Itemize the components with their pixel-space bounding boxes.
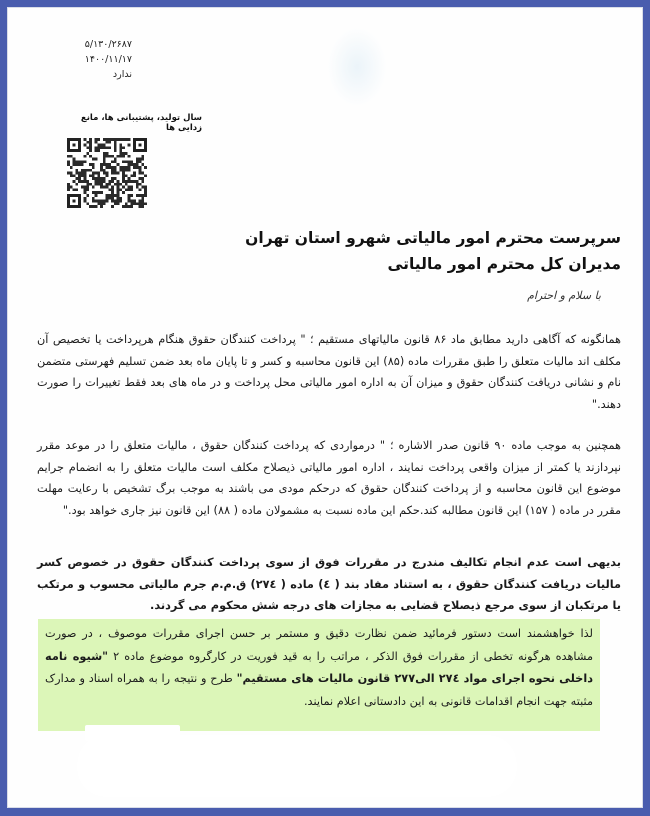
letter-attachment: ندارد [112,69,132,80]
letter-date: ۱۴۰۰/۱۱/۱۷ [84,54,132,65]
greeting: با سلام و احترام [527,289,601,302]
qr-code-icon [67,138,147,208]
bold-reference: "شیوه نامه داخلی نحوه اجرای مواد ۲۷٤ الی۲۷۷ قانون مالیات های مستقیم" [45,649,593,685]
recipients-heading [245,225,621,277]
recipient-line-1: سرپرست محترم امور مالیاتی شهرو استان تهران [245,229,621,247]
paragraph-3: بدیهی است عدم انجام تکالیف مندرج در مقررات فوق از سوی پرداخت کنندگان حقوق در خصوص کسر مالیات دریافت کنندگان حقوق ، به استناد مفاد بند ( ٤) ماده ( ۲۷٤) ق.م.م جرم مالیاتی محسوب و مرتکب یا مرتکبان از سوی مرجع ذیصلاح قضایی به مجازات های درجه شش محکوم می گردند. [37,556,621,612]
faded-stamp [327,27,387,107]
recipient-line-2: مدیران کل محترم امور مالیاتی [387,255,621,273]
closing-paragraph: لذا خواهشمند است دستور فرمائید ضمن نظارت دقیق و مستمر بر حسن اجرای مقررات موصوف ، در صورت مشاهده هرگونه تخطی از مقررات فوق الذکر ، مراتب را به قید فوریت در کارگروه موضوع ماده ۲ "شیوه نامه داخلی نحوه اجرای مواد ۲۷٤ الی۲۷۷ قانون مالیات های مستقیم" طرح و نتیجه را به همراه اسناد و مدارک مثبته جهت انجام اقدامات قانونی به این دادستانی اعلام نمایند. [45,627,593,708]
letter-meta [57,37,132,82]
letter-number: ۵/۱۳۰/۲۶۸۷ [84,39,132,50]
erased-signature-area [77,735,517,797]
paragraph-1: همانگونه که آگاهی دارید مطابق ماد ۸۶ قانون مالیاتهای مستقیم ؛ " پرداخت کنندگان حقوق هنگام هرپرداخت یا تخصیص آن مکلف اند مالیات متعلق را طبق مقررات ماده (۸۵) این قانون محاسبه و کسر و تا پایان ماه بعد ضمن تسلیم فهرستی متضمن نام و نشانی دریافت کنندگان حقوق و میزان آن به اداره امور مالیاتی محل پرداخت و در ماه های بعد فقط تغییرات را صورت دهند." [37,333,621,411]
year-motto: سال تولید، پشتیبانی ها، مانع زدایی ها [80,113,202,133]
paragraph-2: همچنین به موجب ماده ۹۰ قانون صدر الاشاره ؛ " درمواردی که پرداخت کنندگان حقوق ، مالیات متعلق را در موعد مقرر نپردازند یا کمتر از میزان واقعی پرداخت نمایند ، اداره امور مالیاتی ذیصلاح مکلف است مالیات متعلق را به انضمام جرایم موضوع این قانون محاسبه و از پرداخت کنندگان حقوق که درحکم مودی می باشند به موجب برگ تشخیص با رعایت مهلت مقرر در ماده ( ۱۵۷) این قانون مطالبه کند.حکم این ماده نسبت به مشمولان ماده ( ۸۸) این قانون نیز جاری خواهد بود." [37,439,621,517]
letter-page [7,7,643,808]
